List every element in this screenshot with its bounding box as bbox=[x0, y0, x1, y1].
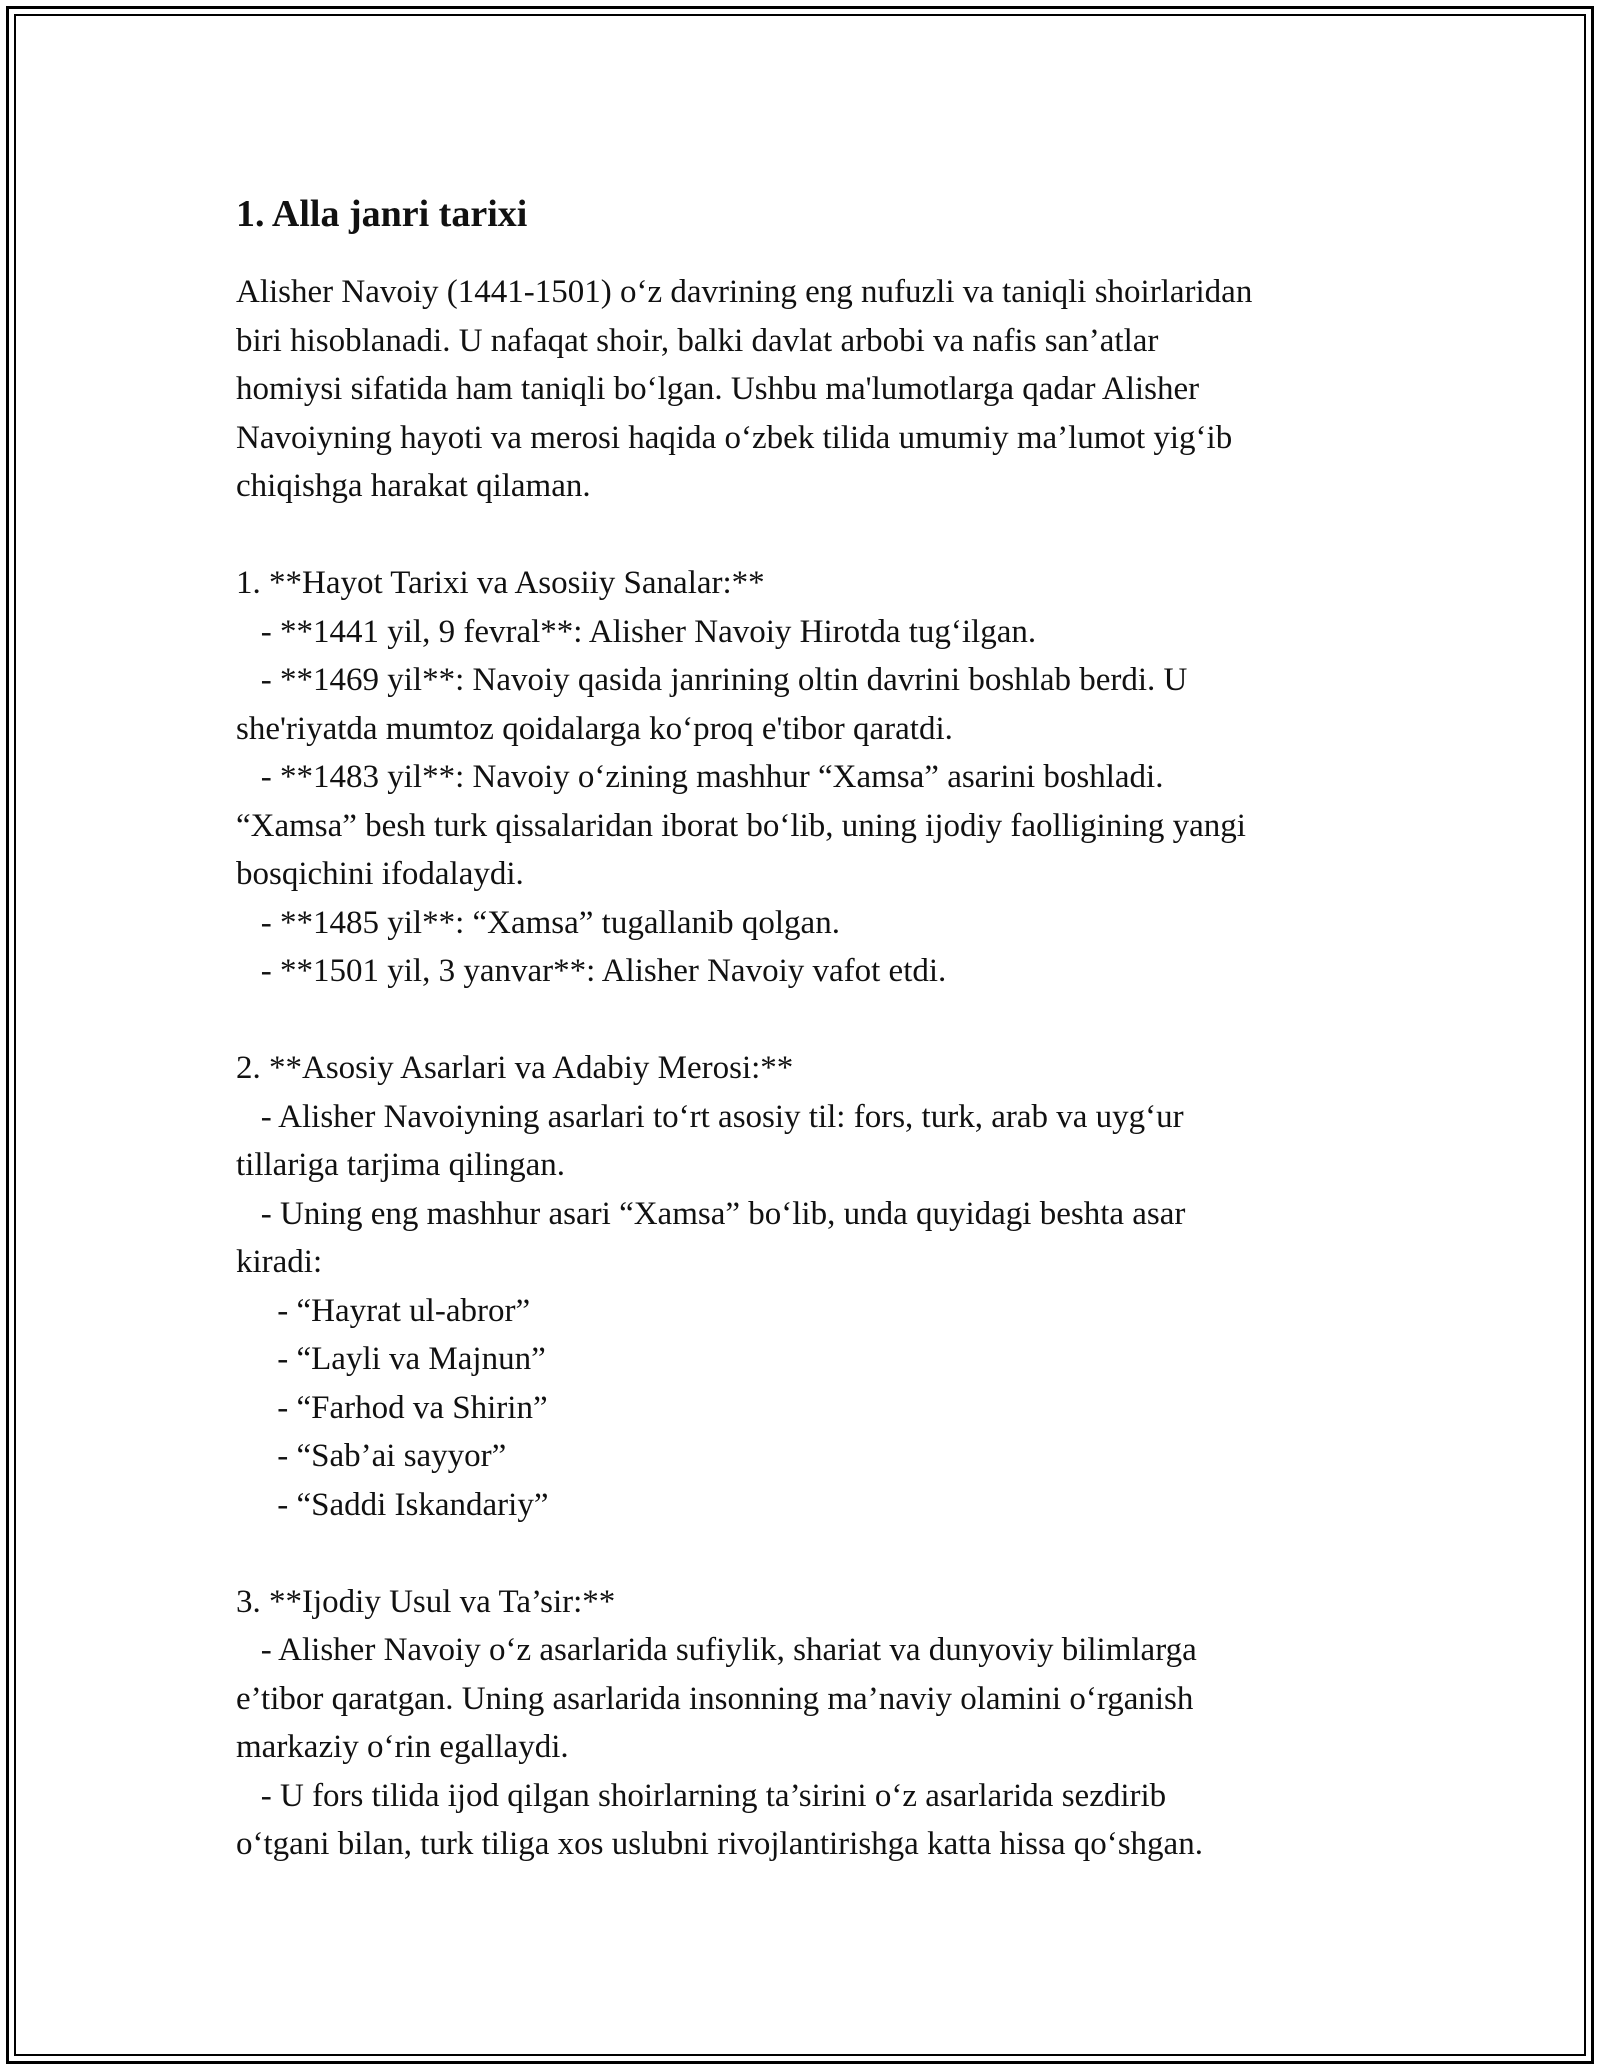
section-heading: 1. **Hayot Tarixi va Asosiiy Sanalar:** bbox=[236, 565, 765, 601]
section-life-history bbox=[236, 559, 1386, 996]
text-line: - U fors tilida ijod qilgan shoirlarning ta’sirini o‘z asarlarida sezdirib bbox=[236, 1777, 1167, 1814]
text-line: biri hisoblanadi. U nafaqat shoir, balki davlat arbobi va nafis san’atlar bbox=[236, 322, 1159, 359]
text-line: - Alisher Navoiy o‘z asarlarida sufiylik, shariat va dunyoviy bilimlarga bbox=[236, 1632, 1197, 1668]
intro-paragraph bbox=[236, 268, 1386, 511]
text-line: - **1469 yil**: Navoiy qasida janrining oltin davrini boshlab berdi. U bbox=[236, 662, 1188, 698]
document-body bbox=[236, 186, 1386, 1869]
text-line: bosqichini ifodalaydi. bbox=[236, 856, 524, 892]
text-line: kiradi: bbox=[236, 1244, 323, 1280]
text-line: Alisher Navoiy (1441-1501) o‘z davrining eng nufuzli va taniqli shoirlaridan bbox=[236, 274, 1253, 310]
text-line: “Xamsa” besh turk qissalaridan iborat bo‘lib, uning ijodiy faolligining yangi bbox=[236, 807, 1246, 844]
text-line: Navoiyning hayoti va merosi haqida o‘zbek tilida umumiy ma’lumot yig‘ib bbox=[236, 419, 1233, 456]
section-main-works bbox=[236, 1044, 1386, 1529]
text-line: e’tibor qaratgan. Uning asarlarida insonning ma’naviy olamini o‘rganish bbox=[236, 1680, 1194, 1717]
list-item: - “Layli va Majnun” bbox=[236, 1341, 546, 1377]
text-line: - **1501 yil, 3 yanvar**: Alisher Navoiy vafot etdi. bbox=[236, 953, 947, 989]
list-item: - “Hayrat ul-abror” bbox=[236, 1292, 531, 1329]
text-line: - Uning eng mashhur asari “Xamsa” bo‘lib, unda quyidagi beshta asar bbox=[236, 1195, 1186, 1232]
text-line: homiysi sifatida ham taniqli bo‘lgan. Ushbu ma'lumotlarga qadar Alisher bbox=[236, 371, 1200, 407]
text-line: - **1483 yil**: Navoiy o‘zining mashhur “Xamsa” asarini boshladi. bbox=[236, 759, 1164, 795]
text-line: chiqishga harakat qilaman. bbox=[236, 468, 591, 504]
section-heading: 3. **Ijodiy Usul va Ta’sir:** bbox=[236, 1583, 616, 1620]
paragraph-gap bbox=[236, 996, 1386, 1045]
text-line: - Alisher Navoiyning asarlari to‘rt asosiy til: fors, turk, arab va uyg‘ur bbox=[236, 1098, 1184, 1135]
text-line: markaziy o‘rin egallaydi. bbox=[236, 1729, 569, 1765]
paragraph-gap bbox=[236, 511, 1386, 560]
document-title: 1. Alla janri tarixi bbox=[236, 193, 528, 235]
paragraph-gap bbox=[236, 1529, 1386, 1578]
text-line: - **1441 yil, 9 fevral**: Alisher Navoiy Hirotda tug‘ilgan. bbox=[236, 613, 1037, 650]
text-line: - **1485 yil**: “Xamsa” tugallanib qolgan. bbox=[236, 904, 840, 941]
text-line: tillariga tarjima qilingan. bbox=[236, 1147, 565, 1183]
list-item: - “Farhod va Shirin” bbox=[236, 1389, 548, 1426]
text-line: o‘tgani bilan, turk tiliga xos uslubni rivojlantirishga katta hissa qo‘shgan. bbox=[236, 1826, 1203, 1862]
text-line: she'riyatda mumtoz qoidalarga ko‘proq e'tibor qaratdi. bbox=[236, 710, 953, 747]
list-item: - “Sab’ai sayyor” bbox=[236, 1438, 507, 1474]
section-heading: 2. **Asosiy Asarlari va Adabiy Merosi:** bbox=[236, 1050, 794, 1086]
list-item: - “Saddi Iskandariy” bbox=[236, 1486, 549, 1523]
section-creative-method bbox=[236, 1578, 1386, 1869]
